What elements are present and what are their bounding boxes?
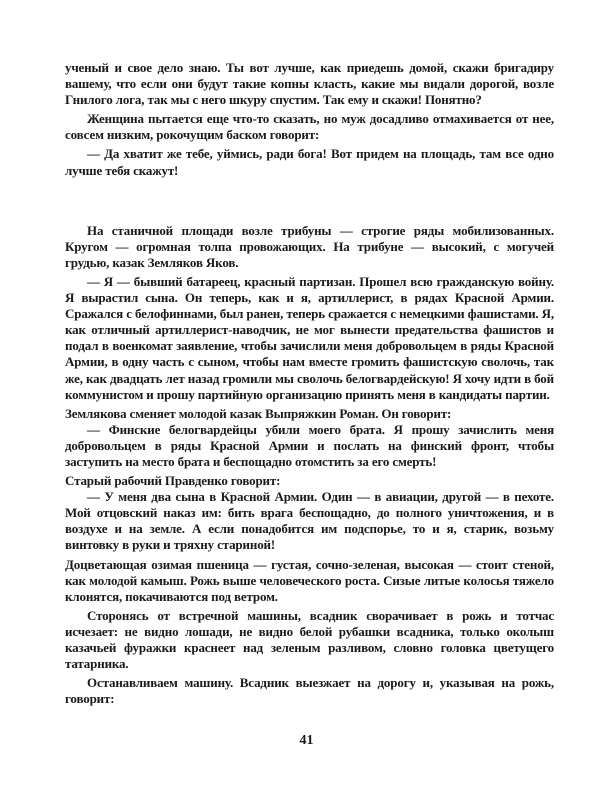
paragraph-5: — Я — бывший батареец, красный партизан. Прошел всю гражданскую войну. Я вырастил сына. Он теперь, как и я, артиллерист, в рядах Красной Армии. Сражался с белофиннами, был ранен, теперь сражается с немецкими фашистами. Я, как отличный артиллерист-наводчик, не мог вынести предательства фашистов и подал в военкомат заявление, чтобы зачислили меня добровольцем в ряды Красной Армии, в одну часть с сыном, чтобы нам вместе громить фашистскую сволочь, так же, как двадцать лет назад громили мы сволочь белогвардейскую! Я хочу идти в бой коммунистом и прошу партийную организацию принять меня в кандидаты партии. bbox=[65, 273, 554, 402]
paragraph-9: — У меня два сына в Красной Армии. Один — в авиации, другой — в пехоте. Мой отцовский наказ им: бить врага беспощадно, до полного уничтожения, и в воздухе и на земле. А если понадобится им подспорье, то и я, старик, возьму винтовку в руки и тряхну стариной! bbox=[65, 489, 554, 553]
paragraph-3: — Да хватит же тебе, уймись, ради бога! Вот придем на площадь, там все одно лучше тебя скажут! bbox=[65, 146, 554, 178]
paragraph-11: Сторонясь от встречной машины, всадник сворачивает в рожь и тотчас исчезает: не видно лошади, не видно белой рубашки всадника, только околыш казачьей фуражки краснеет над зеленым разливом, словно головка цветущего татарника. bbox=[65, 607, 554, 672]
paragraph-7: — Финские белогвардейцы убили моего брата. Я прошу зачислить меня добровольцем в ряды Красной Армии и послать на финский фронт, чтобы заступить на место брата и беспощадно отомстить за его смерть! bbox=[65, 421, 554, 469]
paragraph-6: Землякова сменяет молодой казак Выпряжкин Роман. Он говорит: bbox=[65, 405, 452, 421]
paragraph-8: Старый рабочий Правденко говорит: bbox=[65, 473, 281, 489]
paragraph-4: На станичной площади возле трибуны — строгие ряды мобилизованных. Кругом — огромная толпа провожающих. На трибуне — высокий, с могучей грудью, казак Земляков Яков. bbox=[65, 222, 554, 270]
paragraph-12: Останавливаем машину. Всадник выезжает на дорогу и, указывая на рожь, говорит: bbox=[65, 675, 554, 707]
page-number: 41 bbox=[299, 733, 314, 748]
paragraph-2: Женщина пытается еще что-то сказать, но муж досадливо отмахивается от нее, совсем низким, рокочущим баском говорит: bbox=[65, 111, 554, 143]
paragraph-10: Доцветающая озимая пшеница — густая, сочно-зеленая, высокая — стоит стеной, как молодой камыш. Рожь выше человеческого роста. Сизые литые колосья тяжело клонятся, покачиваются под ветром. bbox=[65, 556, 554, 604]
book-page bbox=[65, 60, 554, 707]
paragraph-1: ученый и свое дело знаю. Ты вот лучше, как приедешь домой, скажи бригадиру вашему, что если они будут такие копны класть, какие мы видали дорогой, возле Гнилого лога, так мы с него шкуру спустим. Так ему и скажи! Понятно? bbox=[65, 60, 554, 108]
